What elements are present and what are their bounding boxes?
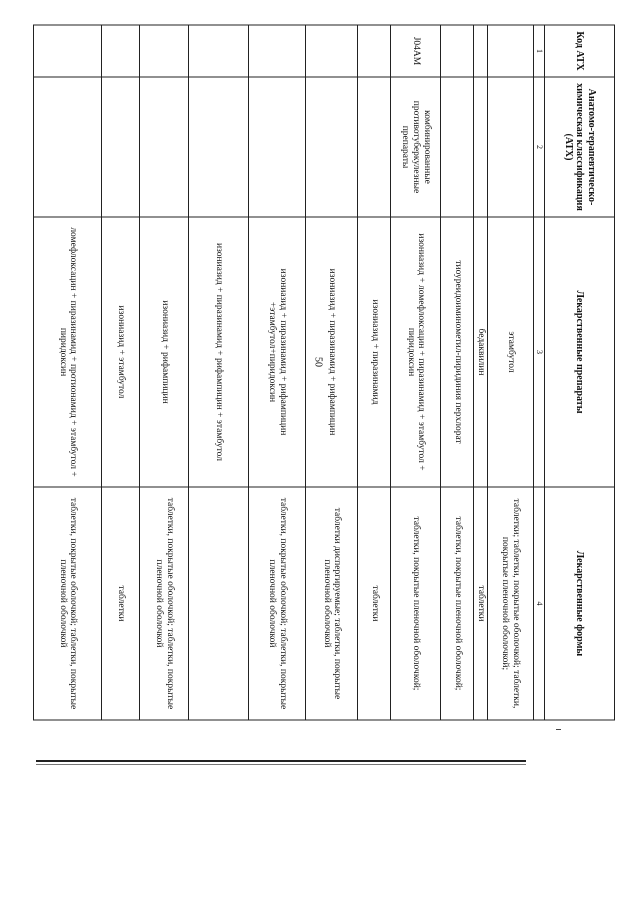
table-row (306, 25, 358, 720)
header-forms: Лекарственные формы (545, 487, 615, 720)
cell-drug: изониазид + ломефлоксацин + пиразинамид + этамбутол + пиридоксин (391, 217, 441, 487)
table-row (140, 25, 189, 720)
cell-form: таблетки, покрытые пленочной оболочкой; (441, 487, 474, 720)
cell-drug: изониазид + пиразинамид + рифампицин (306, 217, 358, 487)
table-row (249, 25, 306, 720)
column-number-row (534, 25, 545, 720)
cell-classification (102, 77, 140, 217)
header-classification: Анатомо-терапевтическо-химическая классификация (АТХ) (545, 77, 615, 217)
cell-form: таблетки (358, 487, 391, 720)
table-row (358, 25, 391, 720)
cell-drug: изониазид + этамбутол (102, 217, 140, 487)
cell-form: таблетки (474, 487, 488, 720)
cell-code (102, 25, 140, 77)
column-number: 2 (534, 77, 545, 217)
table-row (441, 25, 474, 720)
cell-drug: изониазид + пиразинамид (358, 217, 391, 487)
cell-form: таблетки (102, 487, 140, 720)
table-row (34, 25, 102, 720)
column-number: 3 (534, 217, 545, 487)
cell-drug: изониазид + пиразинамид + рифампицин +этамбутол+пиридоксин (249, 217, 306, 487)
cell-form (189, 487, 249, 720)
column-number: 4 (534, 487, 545, 720)
header-drugs: Лекарственные препараты (545, 217, 615, 487)
margin-mark (556, 729, 561, 730)
bottom-rule (36, 760, 526, 762)
cell-code (441, 25, 474, 77)
cell-classification (140, 77, 189, 217)
drug-table-container (57, 25, 615, 720)
cell-code (488, 25, 534, 77)
cell-code (474, 25, 488, 77)
cell-drug: бедаквилин (474, 217, 488, 487)
table-row (189, 25, 249, 720)
table-row (102, 25, 140, 720)
bottom-rule-thin (36, 764, 526, 765)
cell-drug: изониазид + пиразинамид + рифампицин + этамбутол (189, 217, 249, 487)
cell-classification (488, 77, 534, 217)
cell-classification (441, 77, 474, 217)
cell-code (34, 25, 102, 77)
cell-classification (474, 77, 488, 217)
cell-classification: комбинированные противотуберкулезные препараты (391, 77, 441, 217)
cell-form: таблетки; таблетки, покрытые оболочкой; таблетки, покрытые пленочной оболочкой; (488, 487, 534, 720)
cell-code (249, 25, 306, 77)
cell-drug: изониазид + рифампицин (140, 217, 189, 487)
cell-form: таблетки диспергируемые; таблетки, покрытые пленочной оболочкой (306, 487, 358, 720)
drug-table (33, 25, 615, 721)
cell-drug: тиоуреидоиминометил-пиридиния перхлорат (441, 217, 474, 487)
cell-classification (34, 77, 102, 217)
cell-code: J04AM (391, 25, 441, 77)
table-row (391, 25, 441, 720)
cell-classification (358, 77, 391, 217)
cell-classification (306, 77, 358, 217)
header-code: Код АТХ (545, 25, 615, 77)
cell-form: таблетки, покрытые оболочкой; таблетки, покрытые пленочной оболочкой (140, 487, 189, 720)
cell-code (358, 25, 391, 77)
cell-drug: этамбутол (488, 217, 534, 487)
page-number: 50 (312, 357, 324, 367)
cell-classification (249, 77, 306, 217)
cell-code (189, 25, 249, 77)
cell-drug: ломефлоксацин + пиразинамид + протионамид + этамбутол + пиридоксин (34, 217, 102, 487)
cell-form: таблетки, покрытые оболочкой; таблетки, покрытые пленочной оболочкой (34, 487, 102, 720)
cell-form: таблетки, покрытые пленочной оболочкой; (391, 487, 441, 720)
column-number: 1 (534, 25, 545, 77)
header-row (545, 25, 615, 720)
table-row (488, 25, 534, 720)
cell-code (306, 25, 358, 77)
cell-code (140, 25, 189, 77)
cell-classification (189, 77, 249, 217)
table-row (474, 25, 488, 720)
cell-form: таблетки, покрытые оболочкой; таблетки, покрытые пленочной оболочкой (249, 487, 306, 720)
